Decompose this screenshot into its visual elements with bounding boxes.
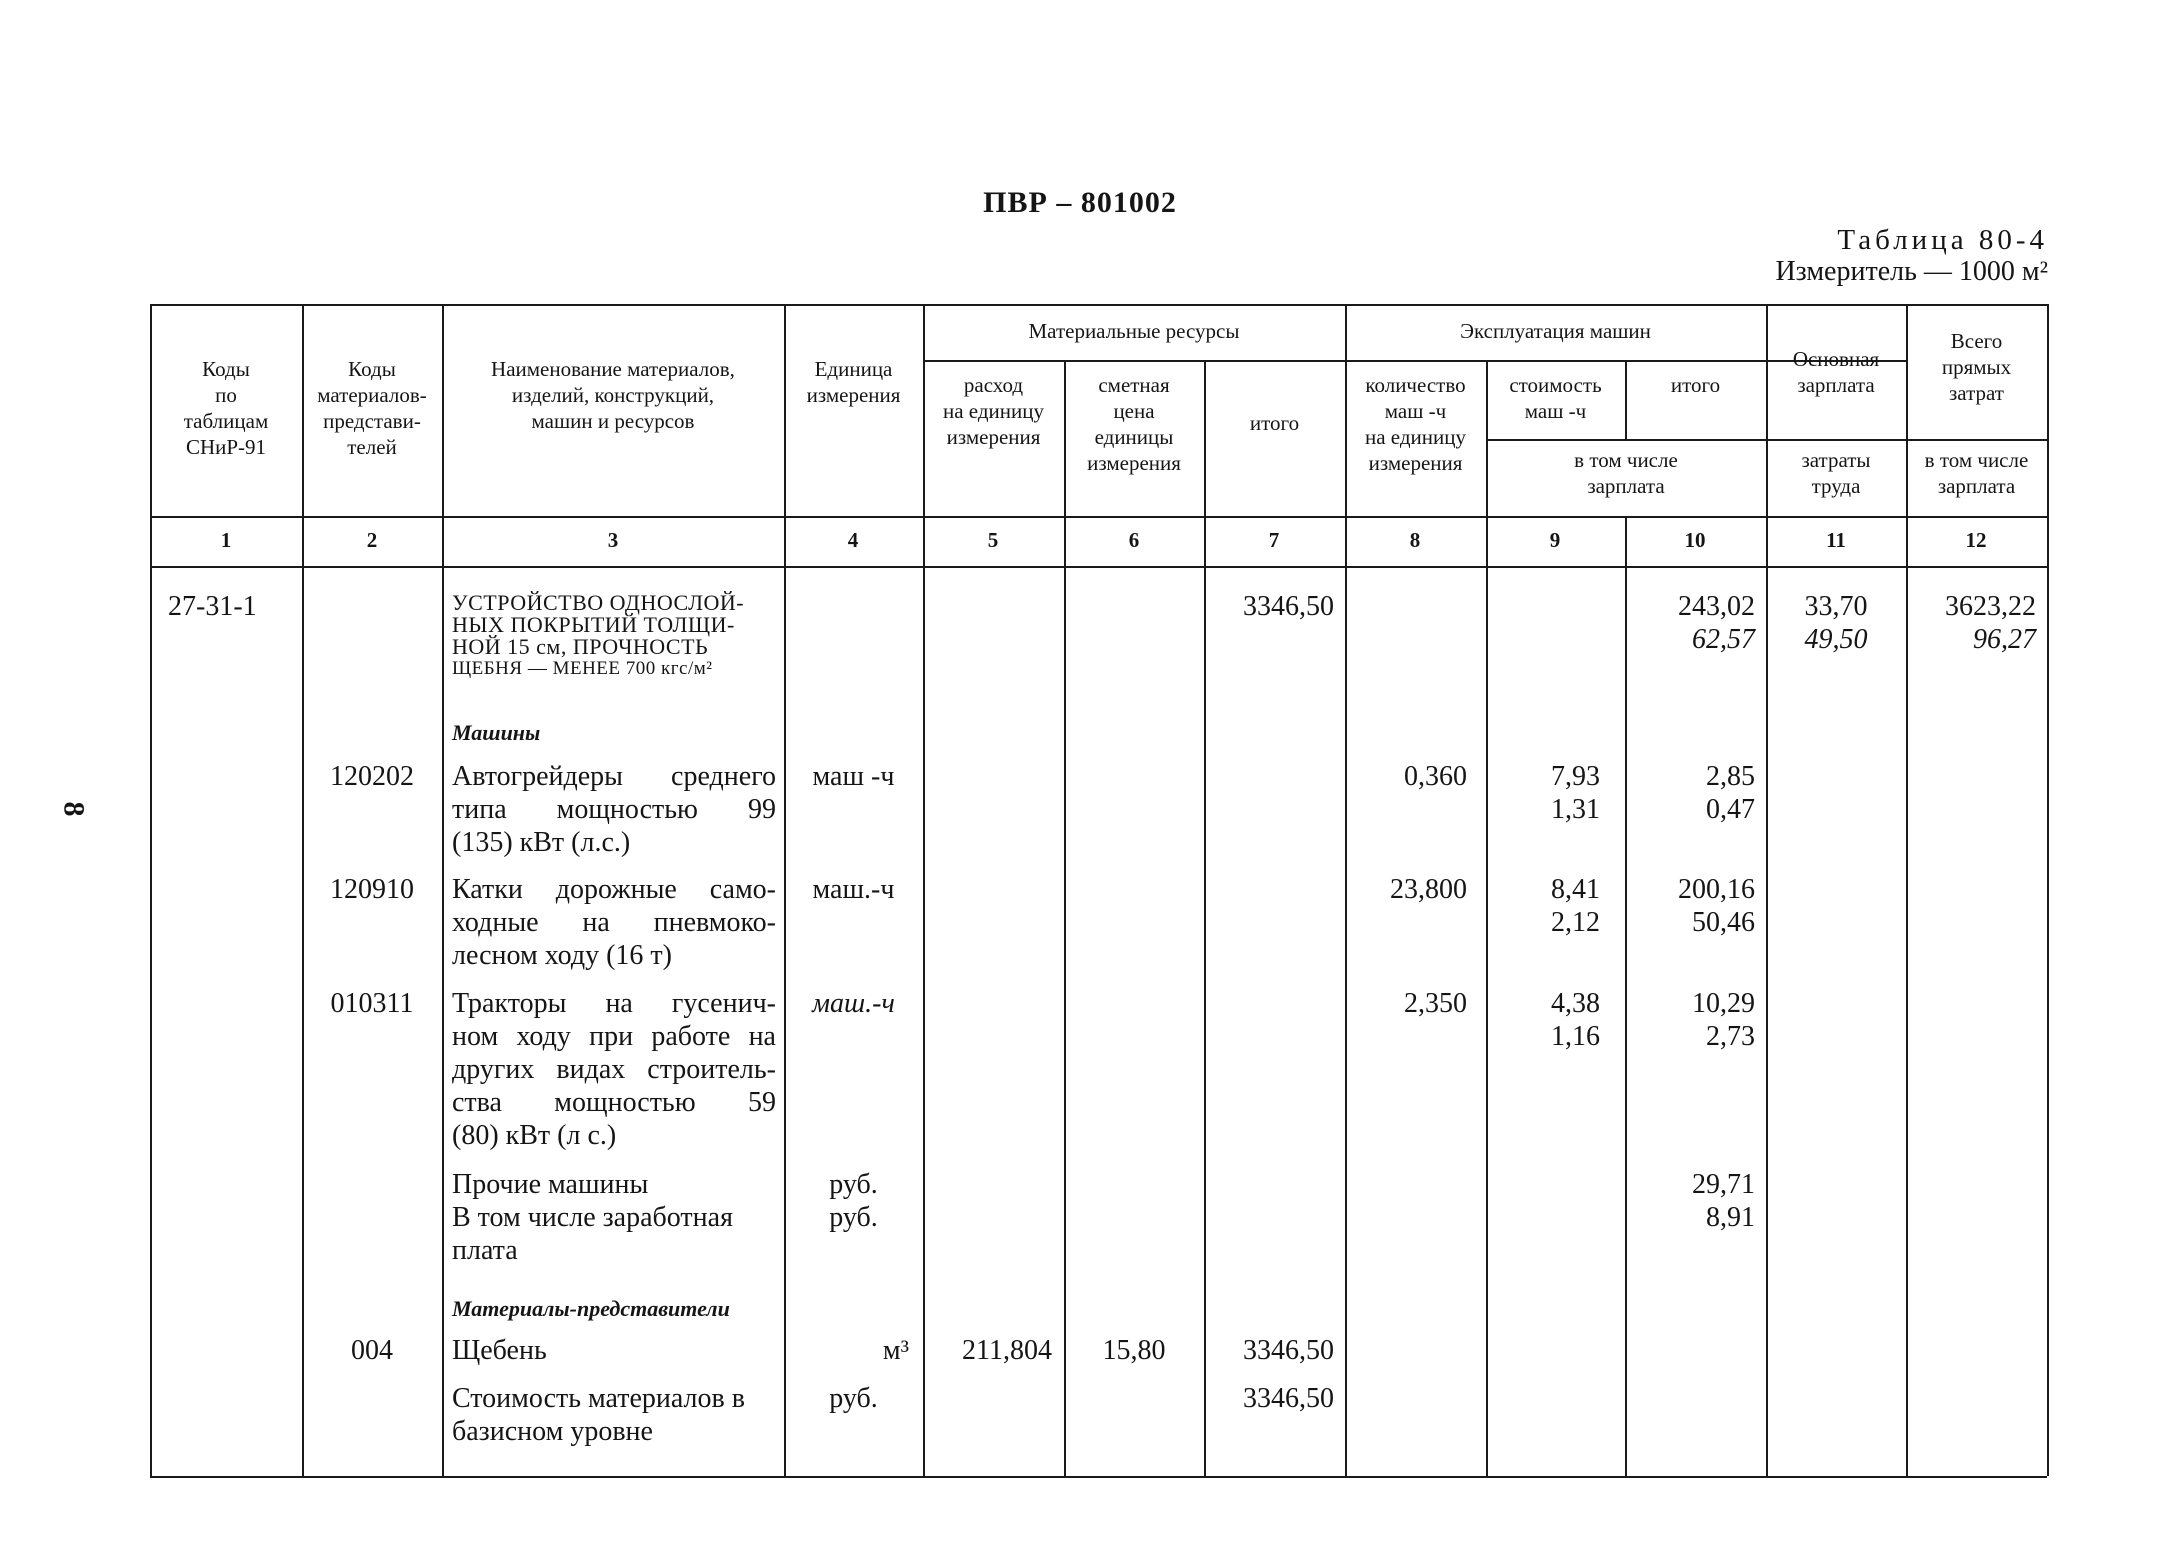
machine-unit: маш.-ч xyxy=(812,874,895,905)
machine-qty: 2,350 xyxy=(1404,988,1467,1019)
machine-name-line: Тракторы на гусенич- xyxy=(452,988,776,1019)
machine-name-line: (80) кВт (л с.) xyxy=(452,1120,617,1151)
machine-cost: 7,93 xyxy=(1551,761,1600,792)
other-machines-line: Прочие машины xyxy=(452,1169,649,1200)
column-number: 12 xyxy=(1965,528,1987,552)
main-name xyxy=(452,592,744,680)
main-direct-wage: 96,27 xyxy=(1973,624,2036,655)
header-col2: Коды материалов- представи- телей xyxy=(317,357,427,459)
machine-cost-wage: 2,12 xyxy=(1551,907,1600,938)
main-name-line: ЩЕБНЯ — МЕНЕЕ 700 кгс/м² xyxy=(452,658,713,679)
header-col3: Наименование материалов, изделий, конструкций, машин и ресурсов xyxy=(491,357,735,433)
machine-name-line: Автогрейдеры среднего xyxy=(452,761,776,792)
header-bottom-border xyxy=(150,516,2047,518)
machine-total: 2,85 xyxy=(1706,761,1755,792)
machine-name xyxy=(452,760,776,859)
header-col11-sub: затраты труда xyxy=(1801,448,1871,498)
column-number: 6 xyxy=(1128,528,1140,552)
machine-name-line: других видах строитель- xyxy=(452,1054,776,1085)
column-number: 11 xyxy=(1826,528,1846,552)
column-number: 5 xyxy=(987,528,999,552)
main-direct-total: 3623,22 xyxy=(1945,591,2036,622)
machine-code: 120910 xyxy=(330,874,414,905)
column-divider xyxy=(442,304,444,1476)
header-col7: итого xyxy=(1249,411,1300,435)
machine-cost: 8,41 xyxy=(1551,874,1600,905)
other-machines-unit: руб. xyxy=(829,1169,878,1200)
column-divider xyxy=(1204,360,1206,1476)
other-machines-wage: 8,91 xyxy=(1706,1202,1755,1233)
machine-code: 010311 xyxy=(330,988,414,1019)
machine-unit: маш -ч xyxy=(812,761,895,792)
machine-total-wage: 50,46 xyxy=(1692,907,1755,938)
document-title: ПВР – 801002 xyxy=(983,186,1177,219)
header-col12: Всего прямых затрат xyxy=(1941,329,2012,405)
group-header-divider xyxy=(923,360,1906,362)
main-code: 27-31-1 xyxy=(168,591,257,622)
machine-qty: 23,800 xyxy=(1390,874,1467,905)
main-name-line: НЫХ ПОКРЫТИЙ ТОЛЩИ- xyxy=(452,612,735,637)
machine-qty: 0,360 xyxy=(1404,761,1467,792)
header-col9-10-sub: в том числе зарплата xyxy=(1574,448,1678,498)
column-number: 1 xyxy=(220,528,232,552)
header-col8: количество маш -ч на единицу измерения xyxy=(1365,373,1466,475)
material-unit: м³ xyxy=(882,1335,909,1366)
header-col5: расход на единицу измерения xyxy=(943,373,1044,449)
material-code: 004 xyxy=(351,1335,393,1366)
header-group-materials: Материальные ресурсы xyxy=(1028,319,1240,343)
column-divider xyxy=(1064,360,1066,1476)
header-col6: сметная цена единицы измерения xyxy=(1087,373,1181,475)
main-machines-total: 243,02 xyxy=(1678,591,1755,622)
machine-code: 120202 xyxy=(330,761,414,792)
main-name-line: УСТРОЙСТВО ОДНОСЛОЙ- xyxy=(452,590,745,615)
material-cost-line: базисном уровне xyxy=(452,1416,653,1447)
section-machines: Машины xyxy=(452,720,541,745)
machine-name-line: Катки дорожные само- xyxy=(452,874,776,905)
machine-name-line: типа мощностью 99 xyxy=(452,794,776,825)
machine-name-line: ном ходу при работе на xyxy=(452,1021,776,1052)
material-price: 15,80 xyxy=(1102,1335,1166,1366)
machine-total-wage: 2,73 xyxy=(1706,1021,1755,1052)
other-machines-name xyxy=(452,1168,733,1267)
other-machines-line: В том числе заработная xyxy=(452,1202,733,1233)
header-col11: Основная зарплата xyxy=(1792,347,1880,397)
header-col9: стоимость маш -ч xyxy=(1509,373,1602,423)
machine-name-line: ходные на пневмоко- xyxy=(452,907,776,938)
machine-name-line: ства мощностью 59 xyxy=(452,1087,776,1118)
column-numbers-border xyxy=(150,566,2047,568)
section-materials: Материалы-представители xyxy=(452,1296,730,1321)
machine-cost-wage: 1,31 xyxy=(1551,794,1600,825)
other-machines-total: 29,71 xyxy=(1692,1169,1755,1200)
header-group-machines: Эксплуатация машин xyxy=(1460,319,1651,343)
main-materials-total: 3346,50 xyxy=(1243,591,1334,622)
table-left-border xyxy=(150,304,152,1476)
table-top-border xyxy=(150,304,2047,306)
main-name-line: НОЙ 15 см, ПРОЧНОСТЬ xyxy=(452,634,709,659)
column-number: 2 xyxy=(366,528,378,552)
machine-total: 10,29 xyxy=(1692,988,1755,1019)
column-number: 10 xyxy=(1684,528,1706,552)
material-cost-unit: руб. xyxy=(829,1383,878,1414)
column-number: 8 xyxy=(1409,528,1421,552)
main-machines-wage: 62,57 xyxy=(1692,624,1755,655)
column-number: 9 xyxy=(1549,528,1561,552)
column-number: 3 xyxy=(607,528,619,552)
header-col12-sub: в том числе зарплата xyxy=(1924,448,2029,498)
table-right-border xyxy=(2047,304,2049,1476)
machine-name-line: лесном ходу (16 т) xyxy=(452,940,672,971)
material-cost-total: 3346,50 xyxy=(1243,1383,1334,1414)
machine-name-line: (135) кВт (л.с.) xyxy=(452,827,631,858)
other-machines-line: плата xyxy=(452,1235,518,1266)
resource-table xyxy=(150,304,2047,1476)
column-number: 7 xyxy=(1268,528,1280,552)
measurer-label: Измеритель — 1000 м² xyxy=(1775,256,2048,287)
machine-cost-wage: 1,16 xyxy=(1551,1021,1600,1052)
machine-total-wage: 0,47 xyxy=(1706,794,1755,825)
material-cost-name xyxy=(452,1382,745,1448)
machine-cost: 4,38 xyxy=(1551,988,1600,1019)
material-cost-line: Стоимость материалов в xyxy=(452,1383,745,1414)
material-name: Щебень xyxy=(452,1335,547,1366)
machine-name xyxy=(452,987,776,1152)
machine-name xyxy=(452,873,776,972)
page-number: 8 xyxy=(57,801,91,817)
machine-total: 200,16 xyxy=(1678,874,1755,905)
material-total: 3346,50 xyxy=(1243,1335,1334,1366)
column-divider xyxy=(923,304,925,1476)
machine-unit: маш.-ч xyxy=(812,988,895,1019)
main-wage: 33,70 xyxy=(1804,591,1868,622)
header-col4: Единица измерения xyxy=(806,357,901,407)
table-number: Таблица 80-4 xyxy=(1837,224,2048,256)
material-consumption: 211,804 xyxy=(962,1335,1052,1366)
main-labor: 49,50 xyxy=(1804,624,1868,655)
other-machines-wage-unit: руб. xyxy=(829,1202,878,1233)
header-col10: итого xyxy=(1670,373,1721,397)
table-bottom-border xyxy=(150,1476,2047,1478)
column-number: 4 xyxy=(847,528,859,552)
header-col1: Коды по таблицам СНиР-91 xyxy=(183,357,269,459)
